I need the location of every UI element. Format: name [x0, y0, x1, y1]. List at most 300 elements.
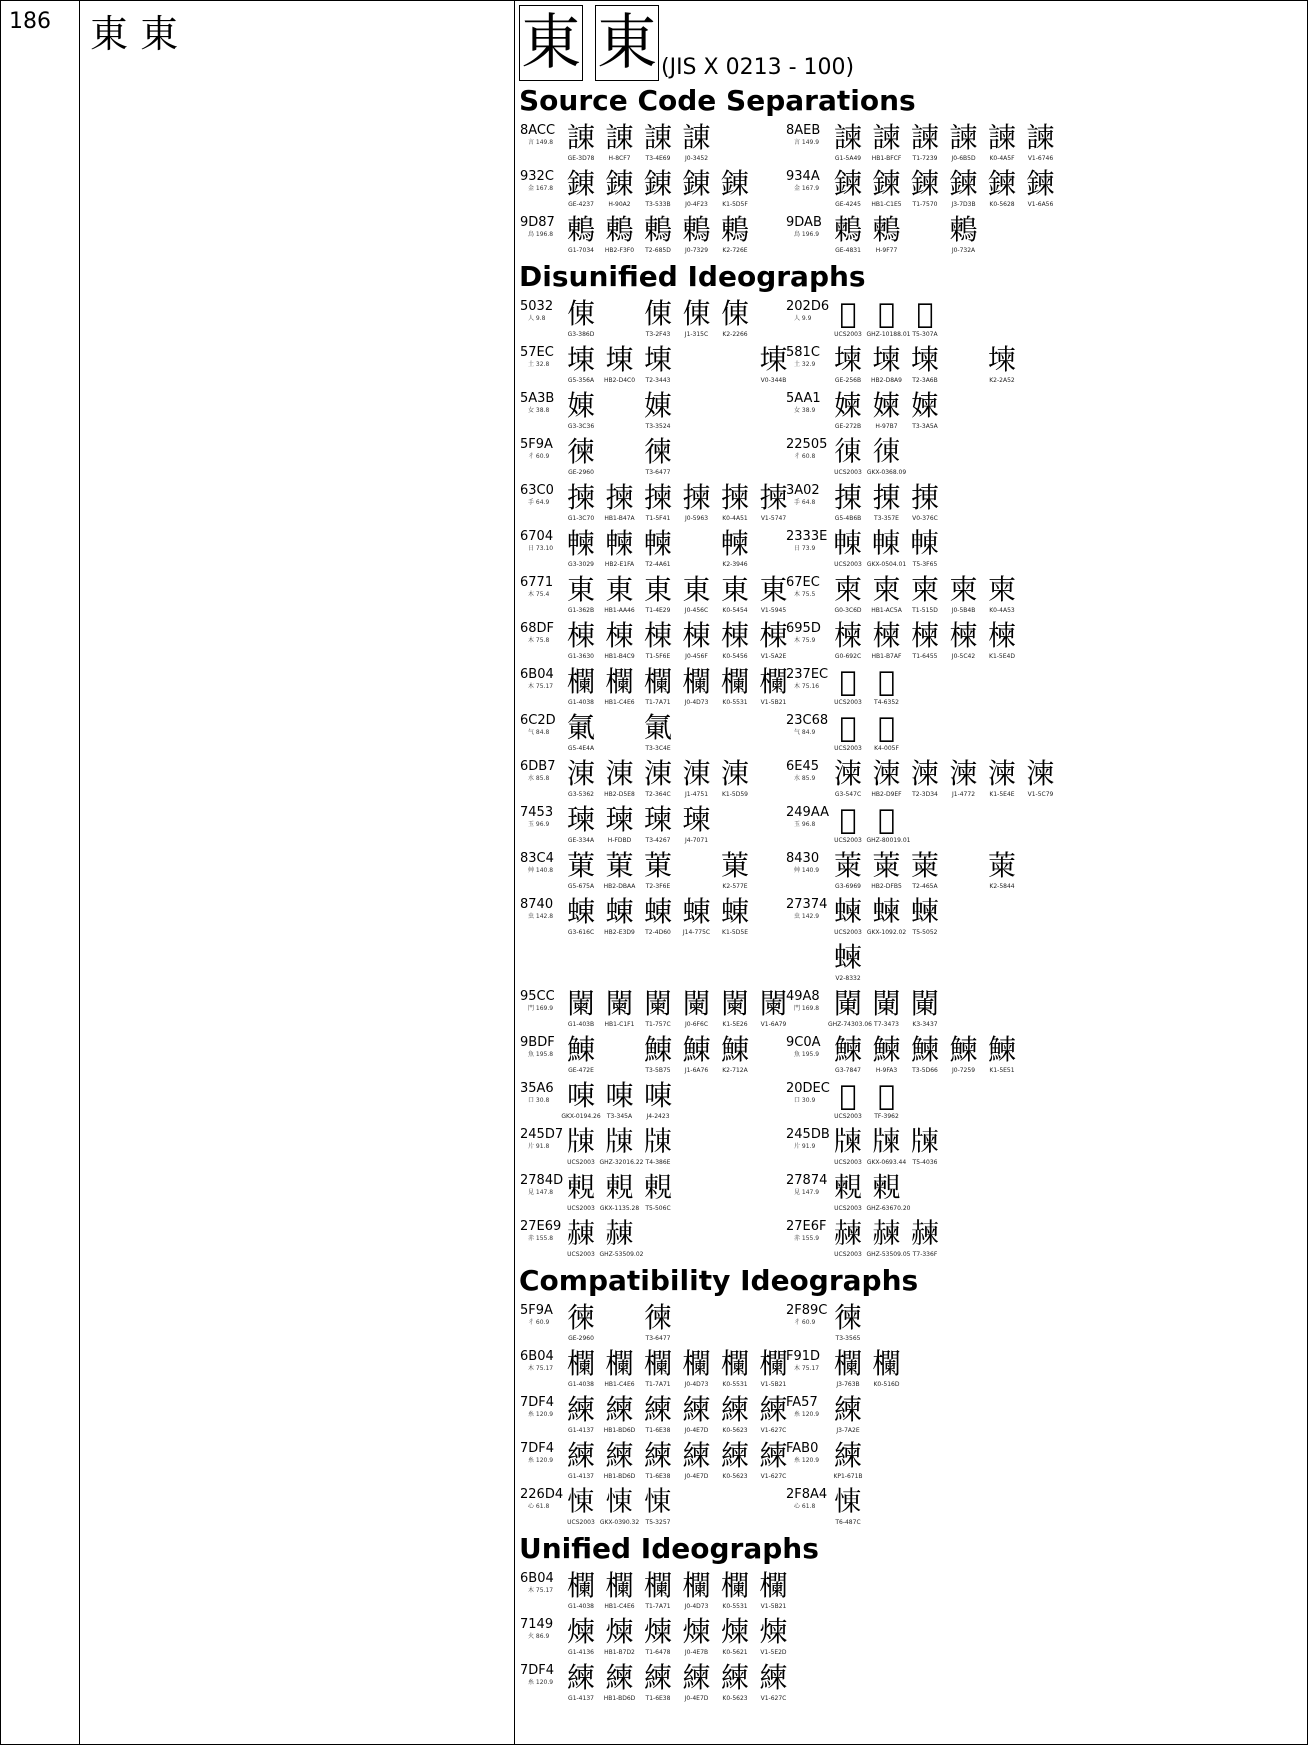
- left-code-point: 6C2D: [520, 713, 556, 728]
- right-code-point: 934A: [786, 169, 820, 184]
- right-glyph-cell: [905, 895, 945, 937]
- code-row: [519, 167, 1307, 213]
- right-radical-stroke: 木 75.9: [794, 637, 816, 644]
- left-glyph-cell: [715, 481, 755, 523]
- ideograph-glyph: 㖦: [605, 1079, 634, 1112]
- source-reference: J0-5963: [684, 515, 709, 522]
- source-reference: K1-5E26: [722, 1021, 748, 1028]
- left-glyph-cell: [638, 1347, 678, 1389]
- ideograph-glyph: 諌: [605, 121, 634, 154]
- left-glyph-cell: [754, 1615, 794, 1657]
- code-row: [519, 665, 1307, 711]
- source-reference: K1-5E4D: [989, 653, 1015, 660]
- source-reference: T3-3565: [835, 1335, 861, 1342]
- right-glyph-cell: [905, 1217, 945, 1259]
- ideograph-glyph: 煉: [682, 1615, 711, 1648]
- ideograph-glyph: 㨂: [833, 481, 862, 514]
- source-reference: KP1-671B: [833, 1473, 863, 1480]
- left-glyph-cell: [677, 481, 717, 523]
- ideograph-glyph: 媡: [910, 389, 939, 422]
- right-radical-stroke: 木 75.17: [794, 1365, 820, 1372]
- right-code-point: 581C: [786, 345, 820, 360]
- source-reference: T3-345A: [606, 1113, 633, 1120]
- right-glyph-cell: [828, 1125, 868, 1167]
- ideograph-glyph: 柬: [949, 573, 978, 606]
- ideograph-glyph: 菄: [605, 849, 634, 882]
- ideograph-glyph: 湅: [987, 757, 1016, 790]
- source-reference: J0-4E7B: [684, 1649, 709, 1656]
- source-reference: H-9F77: [875, 247, 898, 254]
- source-reference: G1-4038: [568, 699, 594, 706]
- ideograph-glyph: 鶇: [566, 213, 595, 246]
- source-reference: GHZ-80019.01: [866, 837, 911, 844]
- right-glyph-cell: [828, 297, 868, 339]
- left-glyph-cell: [600, 167, 640, 209]
- ideograph-glyph: 㖦: [566, 1079, 595, 1112]
- source-reference: HB1-C4E6: [604, 1603, 635, 1610]
- source-reference: K0-5531: [722, 1381, 748, 1388]
- ideograph-glyph: 錬: [682, 167, 711, 200]
- right-radical-stroke: 水 85.9: [794, 775, 816, 782]
- source-reference: G3-7847: [835, 1067, 861, 1074]
- left-glyph-cell: [638, 1033, 678, 1075]
- left-code-point: 5032: [520, 299, 554, 314]
- source-reference: K0-5454: [722, 607, 748, 614]
- ideograph-glyph: 練: [682, 1439, 711, 1472]
- source-reference: G1-4137: [568, 1695, 594, 1702]
- source-reference: K0-5623: [722, 1695, 748, 1702]
- ideograph-glyph: 蝀: [566, 895, 595, 928]
- code-row: [519, 1615, 1307, 1661]
- left-glyph-cell: [638, 481, 678, 523]
- entry-detail: [515, 1, 1308, 1745]
- large-glyph-2: 東: [595, 5, 659, 81]
- left-code-point: 8ACC: [520, 123, 556, 138]
- source-reference: K0-516D: [873, 1381, 900, 1388]
- left-glyph-cell: [677, 895, 717, 937]
- left-glyph-cell: [600, 1615, 640, 1657]
- left-glyph-cell: [677, 1661, 717, 1703]
- ideograph-glyph: 倲: [720, 297, 749, 330]
- right-glyph-cell: [905, 481, 945, 523]
- left-glyph-cell: [754, 1661, 794, 1703]
- left-glyph-cell: [677, 619, 717, 661]
- code-row: [519, 1393, 1307, 1439]
- right-glyph-cell: [828, 803, 868, 845]
- ideograph-glyph: 練: [759, 1661, 788, 1694]
- ideograph-glyph: 鯟: [643, 1033, 672, 1066]
- left-radical-stroke: 木 75.4: [528, 591, 550, 598]
- right-glyph-cell: [828, 389, 868, 431]
- left-glyph-cell: [600, 895, 640, 937]
- right-glyph-cell: [867, 849, 907, 891]
- left-glyph-cell: [638, 343, 678, 385]
- left-glyph-cell: [677, 1347, 717, 1389]
- left-glyph-cell: [638, 1301, 678, 1343]
- left-glyph-cell: [638, 1661, 678, 1703]
- source-reference: J0-4D73: [684, 1603, 709, 1610]
- source-reference: GKX-0693.44: [866, 1159, 907, 1166]
- ideograph-glyph: 㨂: [872, 481, 901, 514]
- source-reference: K4-005F: [874, 745, 899, 752]
- source-reference: K0-5623: [722, 1427, 748, 1434]
- source-reference: J0-7259: [951, 1067, 976, 1074]
- source-reference: G5-4E4A: [567, 745, 595, 752]
- left-glyph-cell: [600, 573, 640, 615]
- left-glyph-cell: [677, 803, 717, 845]
- left-glyph-cell: [715, 573, 755, 615]
- code-row: [519, 1079, 1307, 1125]
- left-glyph-cell: [715, 1661, 755, 1703]
- left-radical-stroke: 糸 120.9: [528, 1679, 554, 1686]
- ideograph-glyph: 湅: [949, 757, 978, 790]
- left-glyph-cell: [677, 1033, 717, 1075]
- ideograph-glyph: 鍊: [1026, 167, 1055, 200]
- ideograph-glyph: 欄: [720, 1347, 749, 1380]
- code-row: [519, 389, 1307, 435]
- right-radical-stroke: 鳥 196.9: [794, 231, 820, 238]
- source-reference: GKX-0194.26: [561, 1113, 601, 1120]
- ideograph-glyph: 欄: [566, 665, 595, 698]
- right-glyph-cell: [982, 343, 1022, 385]
- left-glyph-cell: [561, 619, 601, 661]
- source-reference: H-9FA3: [875, 1067, 898, 1074]
- left-glyph-cell: [677, 757, 717, 799]
- code-row: [519, 849, 1307, 895]
- ideograph-glyph: 朄: [720, 527, 749, 560]
- source-reference: K0-5621: [722, 1649, 748, 1656]
- left-glyph-cell: [600, 213, 640, 255]
- source-reference: J4-7071: [684, 837, 709, 844]
- source-reference: UCS2003: [834, 837, 862, 844]
- source-reference: V1-5747: [760, 515, 787, 522]
- ideograph-glyph: 埬: [759, 343, 788, 376]
- left-glyph-cell: [561, 121, 601, 163]
- right-glyph-cell: [867, 665, 907, 707]
- source-reference: HB1-B4C9: [604, 653, 635, 660]
- source-reference: T3-5D66: [912, 1067, 938, 1074]
- right-glyph-cell: [867, 121, 907, 163]
- ideograph-glyph: 諌: [682, 121, 711, 154]
- source-reference: T5-506C: [645, 1205, 671, 1212]
- ideograph-glyph: 𧹯: [833, 1217, 862, 1250]
- ideograph-glyph: 𧍴: [833, 941, 862, 974]
- left-glyph-cell: [638, 619, 678, 661]
- source-reference: T5-4036: [912, 1159, 938, 1166]
- ideograph-glyph: 欄: [759, 665, 788, 698]
- ideograph-glyph: 堜: [987, 343, 1016, 376]
- ideograph-glyph: 𧹩: [566, 1217, 595, 1250]
- code-row: [519, 895, 1307, 987]
- right-radical-stroke: 木 75.16: [794, 683, 820, 690]
- source-reference: G1-4038: [568, 1381, 594, 1388]
- source-reference: G1-3630: [568, 653, 594, 660]
- source-reference: T1-7570: [912, 201, 938, 208]
- source-reference: J0-5B4B: [951, 607, 976, 614]
- ideograph-glyph: 煉: [759, 1615, 788, 1648]
- source-reference: T1-515D: [912, 607, 938, 614]
- source-reference: T2-685D: [645, 247, 671, 254]
- right-glyph-cell: [867, 343, 907, 385]
- ideograph-glyph: 涷: [605, 757, 634, 790]
- right-code-point: 2F8A4: [786, 1487, 828, 1502]
- ideograph-glyph: 㖦: [643, 1079, 672, 1112]
- ideograph-glyph: 柬: [910, 573, 939, 606]
- right-glyph-cell: [867, 711, 907, 753]
- source-reference: T3-4267: [645, 837, 671, 844]
- ideograph-glyph: 䦨: [872, 987, 901, 1020]
- ideograph-glyph: 煉: [605, 1615, 634, 1648]
- source-reference: UCS2003: [834, 745, 862, 752]
- source-reference: T1-7239: [912, 155, 938, 162]
- ideograph-glyph: 朄: [566, 527, 595, 560]
- source-reference: G1-4137: [568, 1427, 594, 1434]
- left-code-point: 226D4: [520, 1487, 564, 1502]
- left-glyph-cell: [677, 1615, 717, 1657]
- left-glyph-cell: [600, 665, 640, 707]
- right-glyph-cell: [1021, 167, 1061, 209]
- left-radical-stroke: 金 167.8: [528, 185, 554, 192]
- ideograph-glyph: 埬: [643, 343, 672, 376]
- left-glyph-cell: [677, 987, 717, 1029]
- left-glyph-cell: [561, 573, 601, 615]
- ideograph-glyph: 諫: [833, 121, 862, 154]
- ideograph-glyph: 埬: [605, 343, 634, 376]
- entry-characters: 東 東: [80, 1, 515, 1745]
- source-reference: T1-5F6E: [645, 653, 671, 660]
- source-reference: HB2-E1FA: [604, 561, 635, 568]
- left-code-point: 6B04: [520, 1571, 554, 1586]
- ideograph-glyph: 欄: [682, 665, 711, 698]
- left-glyph-cell: [638, 895, 678, 937]
- ideograph-glyph: 𧹯: [910, 1217, 939, 1250]
- source-reference: HB1-C4E6: [604, 1381, 635, 1388]
- right-glyph-cell: [828, 213, 868, 255]
- ideograph-glyph: 欄: [872, 1347, 901, 1380]
- right-glyph-cell: [944, 213, 984, 255]
- source-reference: J0-4E7D: [684, 1695, 709, 1702]
- right-code-point: 67EC: [786, 575, 820, 590]
- right-glyph-cell: [828, 711, 868, 753]
- source-reference: V0-376C: [912, 515, 938, 522]
- ideograph-glyph: 練: [566, 1439, 595, 1472]
- ideograph-glyph: 堜: [910, 343, 939, 376]
- source-reference: K2-712A: [722, 1067, 748, 1074]
- right-glyph-cell: [905, 121, 945, 163]
- source-reference: V1-627C: [760, 1473, 787, 1480]
- ideograph-glyph: 鶫: [949, 213, 978, 246]
- section-title: Unified Ideographs: [519, 1532, 819, 1565]
- source-reference: K0-5531: [722, 1603, 748, 1610]
- right-glyph-cell: [828, 757, 868, 799]
- code-row: [519, 803, 1307, 849]
- ideograph-glyph: 萰: [833, 849, 862, 882]
- right-glyph-cell: [866, 1171, 911, 1213]
- left-glyph-cell: [638, 213, 678, 255]
- source-reference: J1-4772: [951, 791, 976, 798]
- right-glyph-cell: [905, 849, 945, 891]
- jis-reference: (JIS X 0213 - 100): [661, 55, 855, 80]
- left-glyph-cell: [600, 1439, 640, 1481]
- source-reference: T2-3F6E: [645, 883, 671, 890]
- ideograph-glyph: 𠷬: [839, 1079, 857, 1112]
- left-radical-stroke: 口 30.8: [528, 1097, 550, 1104]
- source-reference: V1-627C: [760, 1695, 787, 1702]
- left-glyph-cell: [600, 481, 640, 523]
- ideograph-glyph: 𤗗: [566, 1125, 595, 1158]
- left-glyph-cell: [638, 573, 678, 615]
- right-code-point: 2333E: [786, 529, 828, 544]
- ideograph-glyph: 䦨: [833, 987, 862, 1020]
- source-reference: HB1-C1E5: [871, 201, 902, 208]
- source-reference: HB1-B7AF: [871, 653, 902, 660]
- source-reference: V1-627C: [760, 1427, 787, 1434]
- ideograph-glyph: 瑓: [682, 803, 711, 836]
- ideograph-glyph: 鶇: [605, 213, 634, 246]
- right-radical-stroke: 糸 120.9: [794, 1457, 820, 1464]
- left-code-point: 7DF4: [520, 1663, 555, 1678]
- ideograph-glyph: 徚: [566, 1301, 595, 1334]
- right-radical-stroke: 門 169.8: [794, 1005, 820, 1012]
- left-code-point: 2784D: [520, 1173, 564, 1188]
- left-radical-stroke: 糸 120.9: [528, 1411, 554, 1418]
- right-glyph-cell: [944, 167, 984, 209]
- ideograph-glyph: 𠋖: [839, 297, 857, 330]
- ideograph-glyph: 東: [720, 573, 749, 606]
- right-radical-stroke: 木 75.5: [794, 591, 816, 598]
- ideograph-glyph: 鰊: [872, 1033, 901, 1066]
- ideograph-glyph: 湅: [910, 757, 939, 790]
- ideograph-glyph: 揀: [643, 481, 672, 514]
- ideograph-glyph: 東: [682, 573, 711, 606]
- ideograph-glyph: 練: [643, 1661, 672, 1694]
- ideograph-glyph: 揀: [682, 481, 711, 514]
- right-code-point: 5AA1: [786, 391, 821, 406]
- ideograph-glyph: 𤦪: [839, 803, 857, 836]
- source-reference: TF-3962: [874, 1113, 899, 1120]
- source-reference: K1-5E4E: [989, 791, 1015, 798]
- source-reference: K0-5623: [722, 1473, 748, 1480]
- source-reference: HB2-F3F0: [604, 247, 635, 254]
- left-glyph-cell: [715, 167, 755, 209]
- right-glyph-cell: [905, 167, 945, 209]
- right-glyph-cell: [828, 1301, 868, 1343]
- source-reference: K3-3437: [912, 1021, 938, 1028]
- ideograph-glyph: 𧹩: [605, 1217, 634, 1250]
- left-glyph-cell: [638, 435, 678, 477]
- source-reference: T3-5B75: [645, 1067, 671, 1074]
- right-glyph-cell: [905, 619, 945, 661]
- source-reference: T5-3F65: [912, 561, 938, 568]
- left-glyph-cell: [715, 1569, 755, 1611]
- right-code-point: FA57: [786, 1395, 818, 1410]
- right-glyph-cell: [828, 1079, 868, 1121]
- left-radical-stroke: 心 61.8: [528, 1503, 550, 1510]
- ideograph-glyph: 錬: [720, 167, 749, 200]
- ideograph-glyph: 鰊: [987, 1033, 1016, 1066]
- ideograph-glyph: 鍊: [987, 167, 1016, 200]
- source-reference: HB1-AA46: [604, 607, 635, 614]
- source-reference: H-90A2: [608, 201, 631, 208]
- entry-number: 186: [1, 1, 80, 1745]
- right-glyph-cell: [867, 435, 907, 477]
- ideograph-glyph: 蝀: [720, 895, 749, 928]
- ideograph-glyph: 𢛔: [833, 1485, 862, 1518]
- code-row: [519, 1347, 1307, 1393]
- left-glyph-cell: [600, 1569, 640, 1611]
- ideograph-glyph: 練: [759, 1393, 788, 1426]
- ideograph-glyph: 湅: [1026, 757, 1055, 790]
- right-glyph-cell: [867, 213, 907, 255]
- source-reference: T3-6477: [645, 469, 671, 476]
- right-code-point: 3A02: [786, 483, 820, 498]
- left-radical-stroke: 門 169.9: [528, 1005, 554, 1012]
- large-glyph-1: 東: [519, 5, 583, 81]
- source-reference: K2-726E: [722, 247, 748, 254]
- ideograph-glyph: 諫: [949, 121, 978, 154]
- left-radical-stroke: 女 38.8: [528, 407, 550, 414]
- ideograph-glyph: 𤗛: [833, 1125, 862, 1158]
- ideograph-glyph: 諫: [872, 121, 901, 154]
- ideograph-glyph: 練: [759, 1439, 788, 1472]
- left-glyph-cell: [638, 1615, 678, 1657]
- ideograph-glyph: 朄: [605, 527, 634, 560]
- ideograph-glyph: 鍊: [872, 167, 901, 200]
- left-radical-stroke: 彳 60.9: [528, 453, 550, 460]
- left-code-point: 8740: [520, 897, 554, 912]
- source-reference: K0-4A5F: [989, 155, 1015, 162]
- ideograph-glyph: 練: [720, 1439, 749, 1472]
- left-glyph-cell: [715, 987, 755, 1029]
- ideograph-glyph: 欄: [605, 665, 634, 698]
- ideograph-glyph: 鍊: [949, 167, 978, 200]
- ideograph-glyph: 楝: [949, 619, 978, 652]
- ideograph-glyph: 欄: [566, 1347, 595, 1380]
- source-reference: GE-272B: [834, 423, 862, 430]
- source-reference: J4-2423: [646, 1113, 670, 1120]
- right-glyph-cell: [944, 619, 984, 661]
- ideograph-glyph: 𧹯: [872, 1217, 901, 1250]
- source-reference: K2-3946: [722, 561, 748, 568]
- ideograph-glyph: 徚: [566, 435, 595, 468]
- right-glyph-cell: [867, 1125, 907, 1167]
- left-radical-stroke: 木 75.8: [528, 637, 550, 644]
- ideograph-glyph: 𠷬: [878, 1079, 895, 1112]
- right-glyph-cell: [944, 1033, 984, 1075]
- left-code-point: 68DF: [520, 621, 555, 636]
- source-reference: HB1-C4E6: [604, 699, 635, 706]
- source-reference: G1-362B: [567, 607, 595, 614]
- source-reference: J0-6F6C: [684, 1021, 709, 1028]
- left-glyph-cell: [677, 167, 717, 209]
- ideograph-glyph: 倲: [566, 297, 595, 330]
- left-glyph-cell: [715, 1393, 755, 1435]
- ideograph-glyph: 𧡴: [833, 1171, 862, 1204]
- source-reference: T3-3C4E: [645, 745, 671, 752]
- ideograph-glyph: 𤗗: [605, 1125, 634, 1158]
- ideograph-glyph: 楝: [833, 619, 862, 652]
- ideograph-glyph: 欄: [833, 1347, 862, 1380]
- ideograph-glyph: 𧡍: [605, 1171, 634, 1204]
- ideograph-glyph: 𣌾: [833, 527, 862, 560]
- source-reference: GKX-0368.09: [866, 469, 907, 476]
- left-glyph-cell: [715, 297, 755, 339]
- right-glyph-cell: [866, 803, 911, 845]
- right-glyph-cell: [905, 527, 945, 569]
- source-reference: K1-5E51: [989, 1067, 1015, 1074]
- ideograph-glyph: 𣌾: [872, 527, 901, 560]
- right-glyph-cell: [905, 987, 945, 1029]
